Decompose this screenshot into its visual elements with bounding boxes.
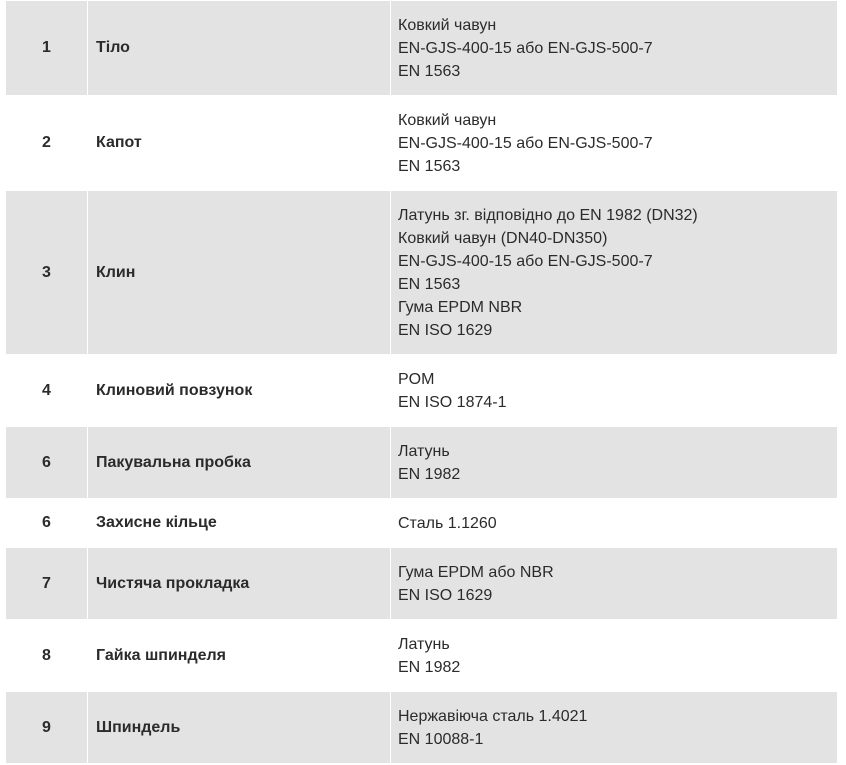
part-name-cell: Клин [88, 191, 391, 355]
material-line: Ковкий чавун (DN40-DN350) [398, 229, 608, 247]
table-row [6, 427, 838, 499]
material-line: EN 1563 [398, 62, 461, 80]
part-name-cell: Капот [88, 96, 391, 191]
table-row [6, 548, 838, 620]
part-name-cell: Пакувальна пробка [88, 427, 391, 499]
position-cell: 3 [6, 191, 88, 355]
table-row [6, 355, 838, 427]
table-row [6, 96, 838, 191]
material-line: Гума EPDM NBR [398, 298, 523, 316]
material-cell [391, 96, 838, 191]
part-name-cell: Клиновий повзунок [88, 355, 391, 427]
material-line: EN 1563 [398, 157, 461, 175]
position-cell: 6 [6, 427, 88, 499]
material-line: EN 10088-1 [398, 730, 484, 748]
material-line: Гума EPDM або NBR [398, 563, 554, 581]
material-cell [391, 548, 838, 620]
material-line: POM [398, 370, 435, 388]
part-name-cell: Тіло [88, 1, 391, 96]
part-name-cell: Захисне кільце [88, 499, 391, 548]
material-line: EN ISO 1629 [398, 586, 493, 604]
material-cell [391, 355, 838, 427]
part-name-cell: Чистяча прокладка [88, 548, 391, 620]
part-name-cell: Шпиндель [88, 692, 391, 764]
material-cell [391, 499, 838, 548]
material-line: Латунь зг. відповідно до EN 1982 (DN32) [398, 206, 698, 224]
position-cell: 2 [6, 96, 88, 191]
position-cell: 6 [6, 499, 88, 548]
table-row [6, 499, 838, 548]
part-name-cell: Гайка шпинделя [88, 620, 391, 692]
position-cell: 4 [6, 355, 88, 427]
position-cell: 1 [6, 1, 88, 96]
position-cell: 8 [6, 620, 88, 692]
table-row [6, 191, 838, 355]
material-line: Латунь [398, 442, 450, 460]
table-row [6, 1, 838, 96]
material-cell [391, 1, 838, 96]
material-line: Сталь 1.1260 [398, 514, 497, 532]
material-line: EN-GJS-400-15 або EN-GJS-500-7 [398, 134, 653, 152]
material-line: EN 1982 [398, 465, 461, 483]
material-line: EN-GJS-400-15 або EN-GJS-500-7 [398, 39, 653, 57]
table-row [6, 620, 838, 692]
material-line: Латунь [398, 635, 450, 653]
material-cell [391, 692, 838, 764]
material-line: Ковкий чавун [398, 16, 497, 34]
material-line: EN 1982 [398, 658, 461, 676]
material-cell [391, 191, 838, 355]
position-cell: 9 [6, 692, 88, 764]
material-line: Ковкий чавун [398, 111, 497, 129]
material-line: EN ISO 1629 [398, 321, 493, 339]
material-line: EN ISO 1874-1 [398, 393, 507, 411]
material-line: EN 1563 [398, 275, 461, 293]
position-cell: 7 [6, 548, 88, 620]
parts-table [5, 0, 838, 764]
material-cell [391, 620, 838, 692]
material-line: EN-GJS-400-15 або EN-GJS-500-7 [398, 252, 653, 270]
table-row [6, 692, 838, 764]
material-line: Нержавіюча сталь 1.4021 [398, 707, 588, 725]
material-cell [391, 427, 838, 499]
